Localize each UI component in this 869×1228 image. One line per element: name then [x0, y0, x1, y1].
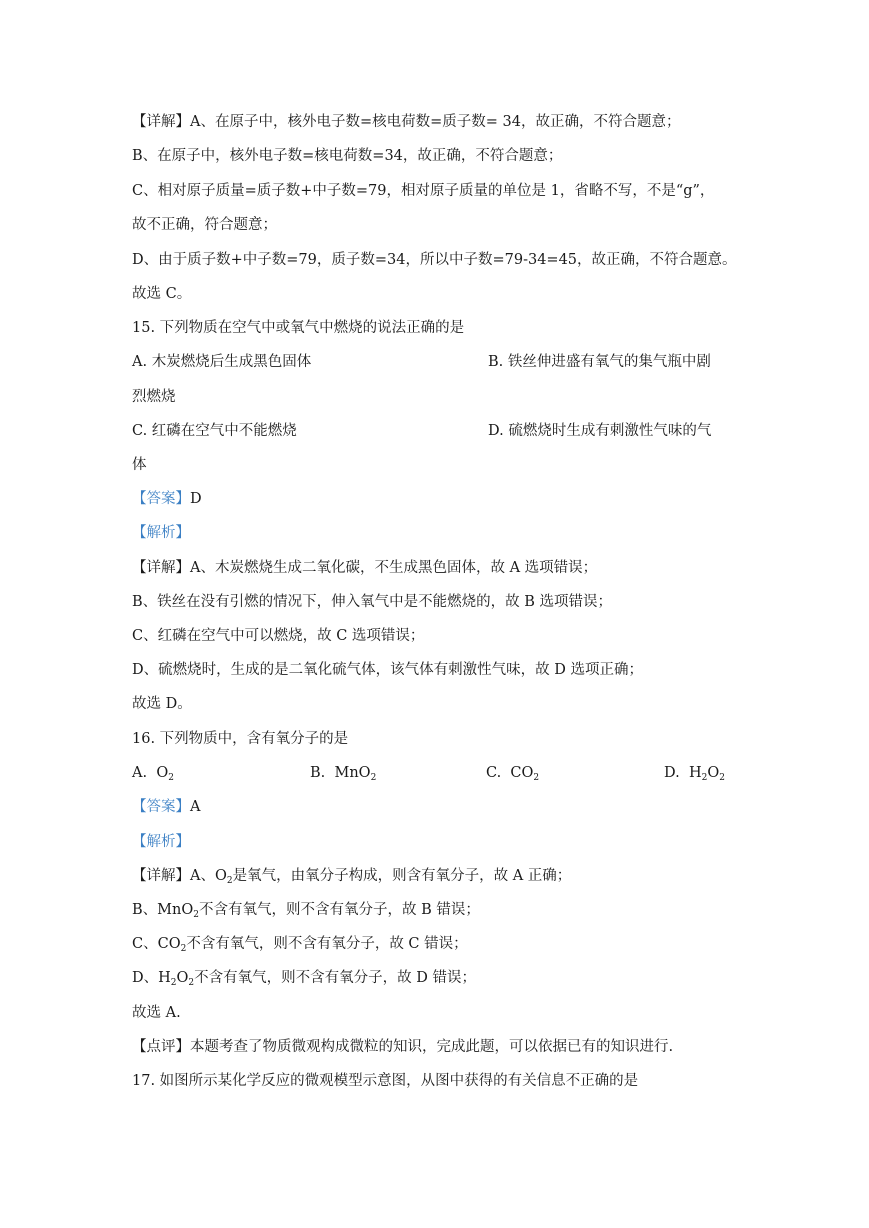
q15-option-a: A. 木炭燃烧后生成黑色固体: [132, 354, 312, 370]
q14-explain-b: B、在原子中，核外电子数=核电荷数=34，故正确，不符合题意；: [132, 148, 563, 164]
q16-explain-c: C、$CO_2$不含有氧气，则不含有氧分子，故 C 错误；: [132, 936, 468, 954]
q15-explain-d: D、硫燃烧时，生成的是二氧化硫气体，该气体有刺激性气味，故 D 选项正确；: [132, 662, 643, 678]
q16-comment: [132, 1037, 673, 1057]
q14-choose: 故选 C。: [132, 286, 192, 302]
q15-option-b: B. 铁丝伸进盛有氧气的集气瓶中剧: [488, 354, 711, 370]
q16-option-a: A. $O_2$: [132, 765, 174, 783]
q15-explain-b: B、铁丝在没有引燃的情况下，伸入氧气中是不能燃烧的，故 B 选项错误；: [132, 594, 613, 610]
q15-analysis-label: 【解析】: [132, 525, 190, 541]
q16-explain-a: 【详解】A、$O_2$是氧气，由氧分子构成，则含有氧分子，故 A 正确；: [132, 868, 572, 886]
comment-text: 本题考查了物质微观构成微粒的知识，完成此题，可以依据已有的知识进行.: [190, 1039, 674, 1055]
q16-option-d: D. $H_2O_2$: [664, 765, 725, 783]
q15-answer: [132, 489, 202, 509]
q14-explain-d: D、由于质子数+中子数=79，质子数=34，所以中子数=79-34=45，故正确，不符合题意。: [132, 252, 737, 268]
q14-explain-c2: 故不正确，符合题意；: [132, 217, 277, 233]
q15-options-row1: [132, 352, 311, 372]
q16-option-b: B. MnO$_2$: [310, 765, 377, 783]
q16-answer: [132, 797, 200, 817]
q15-option-d: D. 硫燃烧时生成有刺激性气味的气: [488, 423, 712, 439]
q16-choose: 故选 A.: [132, 1005, 181, 1021]
answer-value: D: [190, 491, 202, 507]
q15-explain-a: 【详解】A、木炭燃烧生成二氧化碳，不生成黑色固体，故 A 选项错误；: [132, 560, 598, 576]
q16-analysis-label: 【解析】: [132, 834, 190, 850]
q15-option-c: C. 红磷在空气中不能燃烧: [132, 423, 297, 439]
q17-stem: 17. 如图所示某化学反应的微观模型示意图，从图中获得的有关信息不正确的是: [132, 1073, 639, 1089]
q14-explain-c1: C、相对原子质量=质子数+中子数=79，相对原子质量的单位是 1，省略不写，不是“g”，: [132, 183, 715, 199]
q16-option-c: C. $CO_2$: [486, 765, 540, 783]
q16-explain-b: B、MnO$_2$不含有氧气，则不含有氧分子，故 B 错误；: [132, 902, 480, 920]
q15-option-d-cont: 体: [132, 457, 147, 473]
q16-stem: 16. 下列物质中，含有氧分子的是: [132, 731, 349, 747]
q15-choose: 故选 D。: [132, 696, 192, 712]
q15-explain-c: C、红磷在空气中可以燃烧，故 C 选项错误；: [132, 628, 425, 644]
q16-explain-d: D、$H_2O_2$不含有氧气，则不含有氧分子，故 D 错误；: [132, 970, 476, 988]
answer-value: A: [190, 799, 201, 815]
q15-option-b-cont: 烈燃烧: [132, 389, 176, 405]
comment-label: 【点评】: [132, 1039, 190, 1055]
answer-label: 【答案】: [132, 799, 190, 815]
q15-stem: 15. 下列物质在空气中或氧气中燃烧的说法正确的是: [132, 320, 465, 336]
q14-explain-a: 【详解】A、在原子中，核外电子数=核电荷数=质子数= 34，故正确，不符合题意；: [132, 114, 681, 130]
answer-label: 【答案】: [132, 491, 190, 507]
